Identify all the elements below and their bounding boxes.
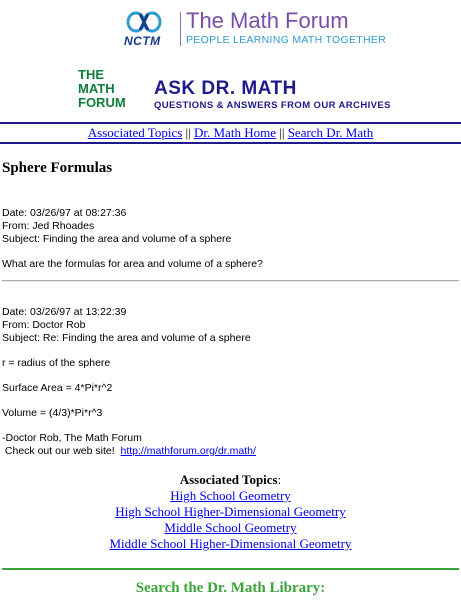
- answer-message: [2, 306, 256, 458]
- answer-radius-line: r = radius of the sphere: [2, 357, 111, 369]
- site-banner: [0, 0, 461, 118]
- ask-dr-math-subtitle: QUESTIONS & ANSWERS FROM OUR ARCHIVES: [154, 100, 391, 111]
- topic-link-ms-geometry[interactable]: Middle School Geometry: [164, 520, 297, 535]
- topic-link-hs-higher-dim[interactable]: High School Higher-Dimensional Geometry: [115, 504, 346, 519]
- the-math-forum-logo[interactable]: [78, 68, 142, 110]
- nav-link-associated-topics[interactable]: Associated Topics: [87, 125, 183, 140]
- associated-topics: [0, 472, 461, 552]
- answer-subject: Subject: Re: Finding the area and volume of a sphere: [2, 332, 251, 344]
- message-divider: [2, 280, 459, 282]
- math-forum-title[interactable]: The Math Forum: [186, 8, 349, 33]
- website-link[interactable]: http://mathforum.org/dr.math/: [120, 445, 256, 457]
- question-subject: Subject: Finding the area and volume of a sphere: [2, 233, 232, 245]
- ask-dr-math-title[interactable]: ASK DR. MATH: [154, 78, 297, 99]
- website-prefix: Check out our web site!: [2, 445, 121, 457]
- question-message: [2, 207, 263, 271]
- nctm-label: NCTM: [124, 34, 161, 48]
- answer-surface-area: Surface Area = 4*Pi*r^2: [2, 382, 113, 394]
- answer-date: Date: 03/26/97 at 13:22:39: [2, 306, 127, 318]
- page-title: Sphere Formulas: [2, 160, 113, 176]
- banner-divider: [180, 12, 181, 46]
- math-forum-tagline: PEOPLE LEARNING MATH TOGETHER: [186, 34, 387, 46]
- green-divider: [2, 568, 459, 570]
- nav-separator: ||: [279, 125, 285, 140]
- search-library-heading: Search the Dr. Math Library:: [135, 580, 326, 596]
- topic-link-ms-higher-dim[interactable]: Middle School Higher-Dimensional Geometry: [109, 536, 352, 551]
- answer-signature: -Doctor Rob, The Math Forum: [2, 432, 142, 444]
- nav-link-search-dr-math[interactable]: Search Dr. Math: [287, 125, 374, 140]
- top-nav: [0, 122, 461, 144]
- logo-line-the: THE: [78, 67, 104, 82]
- answer-volume: Volume = (4/3)*Pi*r^3: [2, 407, 103, 419]
- logo-line-math: MATH: [78, 81, 115, 96]
- nav-separator: ||: [185, 125, 191, 140]
- answer-from: From: Doctor Rob: [2, 319, 86, 331]
- logo-line-forum: FORUM: [78, 95, 126, 110]
- question-body: What are the formulas for area and volume of a sphere?: [2, 258, 263, 270]
- question-from: From: Jed Rhoades: [2, 220, 95, 232]
- nav-link-dr-math-home[interactable]: Dr. Math Home: [194, 125, 276, 140]
- topic-link-hs-geometry[interactable]: High School Geometry: [170, 488, 291, 503]
- associated-topics-heading: Associated Topics:: [179, 472, 282, 487]
- answer-website-line: [2, 445, 256, 458]
- question-date: Date: 03/26/97 at 08:27:36: [2, 207, 127, 219]
